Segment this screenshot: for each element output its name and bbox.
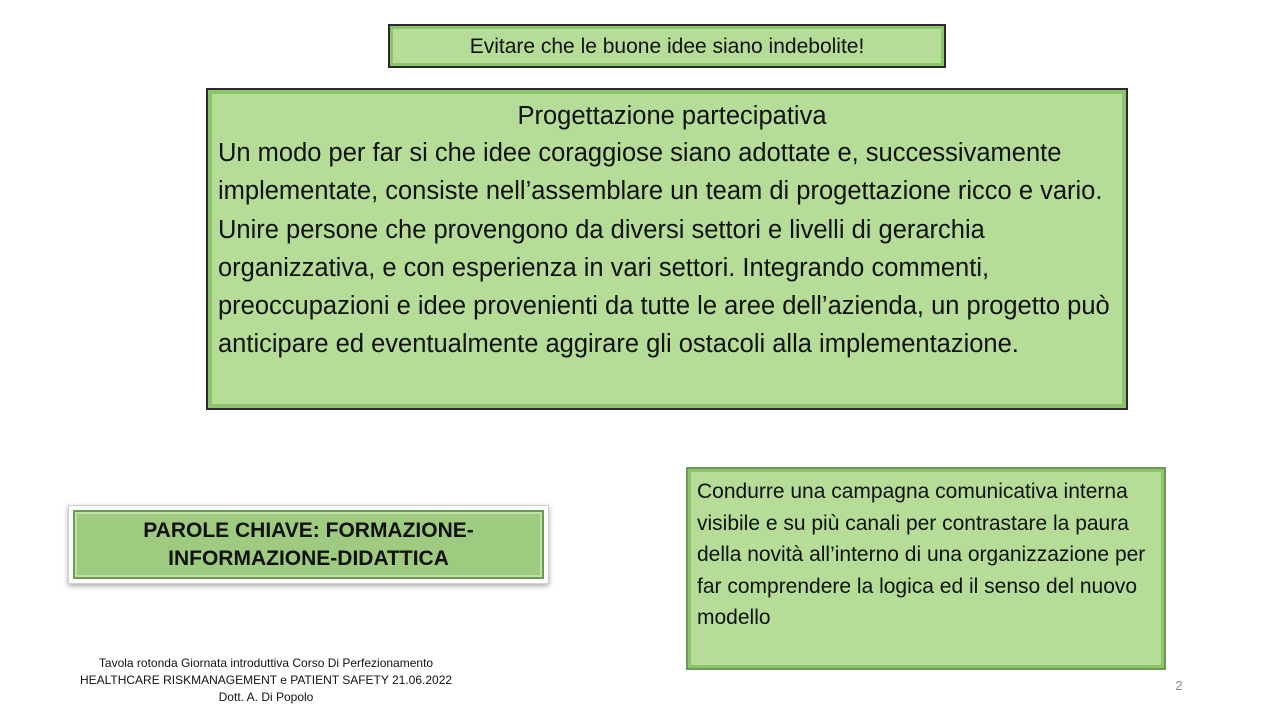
page-number: 2 <box>1175 678 1183 693</box>
main-content-box <box>206 88 1128 410</box>
keywords-box <box>68 505 549 584</box>
campaign-text: Condurre una campagna comunicativa interna visibile e su più canali per contrastare la paura della novità all’interno di una organizzazione per far comprendere la logica ed il senso del nuovo modello <box>697 480 1146 629</box>
keywords-text: PAROLE CHIAVE: FORMAZIONE-INFORMAZIONE-DIDATTICA <box>73 510 544 579</box>
top-title-text: Evitare che le buone idee siano indebolite! <box>469 34 865 58</box>
main-title: Progettazione partecipativa <box>517 102 827 130</box>
main-body-text: Un modo per far si che idee coraggiose siano adottate e, successivamente implementate, consiste nell’assemblare un team di progettazione ricco e vario. Unire persone che provengono da diversi settori e livelli di gerarchia organizzativa, e con esperienza in vari settori. Integrando commenti, preoccupazioni e idee provenienti da tutte le aree dell’azienda, un progetto può anticipare ed eventualmente aggirare gli ostacoli alla implementazione. <box>218 139 1110 359</box>
footer-line-1: Tavola rotonda Giornata introduttiva Corso Di Perfezionamento <box>98 656 434 670</box>
campaign-box <box>686 467 1166 670</box>
footer <box>66 655 466 707</box>
footer-line-3: Dott. A. Di Popolo <box>218 690 314 705</box>
footer-line-2: HEALTHCARE RISKMANAGEMENT e PATIENT SAFETY 21.06.2022 <box>79 673 453 688</box>
top-title-box <box>388 24 946 68</box>
